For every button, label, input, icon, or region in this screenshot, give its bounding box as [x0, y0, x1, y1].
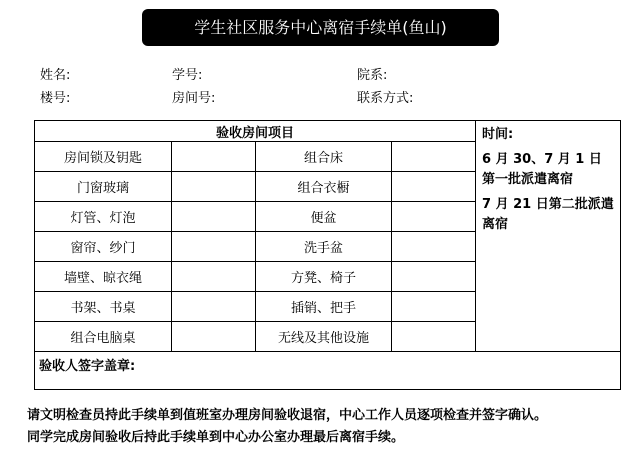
contact-label: 联系方式:	[357, 91, 414, 106]
item-label: 组合衣橱	[256, 172, 392, 202]
instruction-line-2: 同学完成房间验收后持此手续单到中心办公室办理最后离宿手续。	[27, 430, 405, 445]
instruction-line-1: 请文明检查员持此手续单到值班室办理房间验收退宿，中心工作人员逐项检查并签字确认。	[27, 408, 548, 423]
student-id-label: 学号:	[172, 68, 203, 83]
item-label: 便盆	[256, 202, 392, 232]
signature-label: 验收人签字盖章:	[35, 352, 621, 390]
time-note-first-batch: 6 月 30、7 月 1 日第一批派遣离宿	[482, 152, 602, 187]
item-check-cell	[172, 262, 256, 292]
item-check-cell	[392, 262, 476, 292]
building-label: 楼号:	[40, 91, 71, 106]
item-label: 窗帘、纱门	[35, 232, 172, 262]
item-label: 无线及其他设施	[256, 322, 392, 352]
item-label: 门窗玻璃	[35, 172, 172, 202]
time-label: 时间:	[482, 127, 514, 142]
item-check-cell	[392, 232, 476, 262]
item-label: 房间锁及钥匙	[35, 142, 172, 172]
item-check-cell	[172, 172, 256, 202]
item-check-cell	[172, 292, 256, 322]
item-label: 插销、把手	[256, 292, 392, 322]
name-label: 姓名:	[40, 68, 71, 83]
department-label: 院系:	[357, 68, 388, 83]
item-check-cell	[172, 322, 256, 352]
item-check-cell	[392, 202, 476, 232]
item-label: 方凳、椅子	[256, 262, 392, 292]
inspection-table	[34, 120, 621, 390]
item-check-cell	[172, 232, 256, 262]
item-label: 组合电脑桌	[35, 322, 172, 352]
item-check-cell	[172, 142, 256, 172]
item-check-cell	[392, 142, 476, 172]
inspection-header: 验收房间项目	[35, 121, 476, 142]
item-check-cell	[392, 292, 476, 322]
time-cell	[476, 121, 621, 352]
time-note-second-batch: 7 月 21 日第二批派遣离宿	[482, 197, 614, 232]
item-label: 洗手盆	[256, 232, 392, 262]
instructions	[27, 405, 547, 449]
item-check-cell	[392, 172, 476, 202]
item-label: 墙壁、晾衣绳	[35, 262, 172, 292]
item-label: 组合床	[256, 142, 392, 172]
item-check-cell	[392, 322, 476, 352]
item-label: 书架、书桌	[35, 292, 172, 322]
document-title: 学生社区服务中心离宿手续单(鱼山)	[142, 9, 499, 46]
item-label: 灯管、灯泡	[35, 202, 172, 232]
room-label: 房间号:	[172, 91, 216, 106]
item-check-cell	[172, 202, 256, 232]
